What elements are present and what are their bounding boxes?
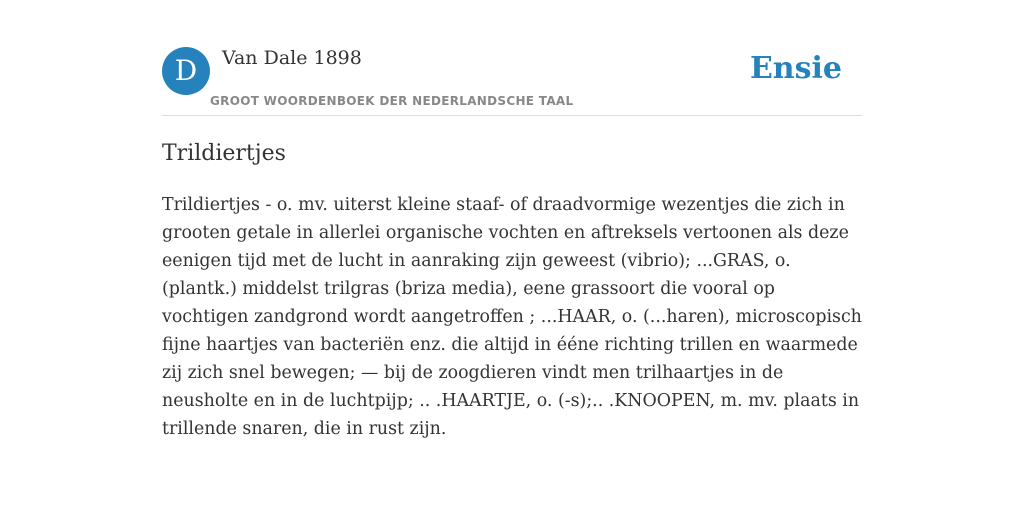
source-header	[162, 44, 862, 116]
brand-logo[interactable]: Ensie	[749, 51, 842, 86]
entry-definition: Trildiertjes - o. mv. uiterst kleine staaf- of draadvormige wezentjes die zich in grooten getale in allerlei organische vochten en aftreksels vertoonen als deze eenigen tijd met de lucht in aanraking zijn geweest (vibrio); ...GRAS, o. (plantk.) middelst trilgras (briza media), eene grassoort die vooral op vochtigen zandgrond wordt aangetroffen ; ...HAAR, o. (...haren), microscopisch fijne haartjes van bacteriën enz. die altijd in ééne richting trillen en waarmede zij zich snel bewegen; — bij de zoogdieren vindt men trilhaartjes in de neusholte en in de luchtpijp; .. .HAARTJE, o. (-s);.. .KNOOPEN, m. mv. plaats in trillende snaren, die in rust zijn.	[162, 195, 862, 439]
source-subtitle: GROOT WOORDENBOEK DER NEDERLANDSCHE TAAL	[210, 94, 574, 108]
source-title[interactable]: Van Dale 1898	[222, 47, 362, 69]
entry-title: Trildiertjes	[162, 141, 286, 166]
dictionary-card	[162, 44, 862, 443]
source-avatar[interactable]: D	[162, 47, 210, 95]
